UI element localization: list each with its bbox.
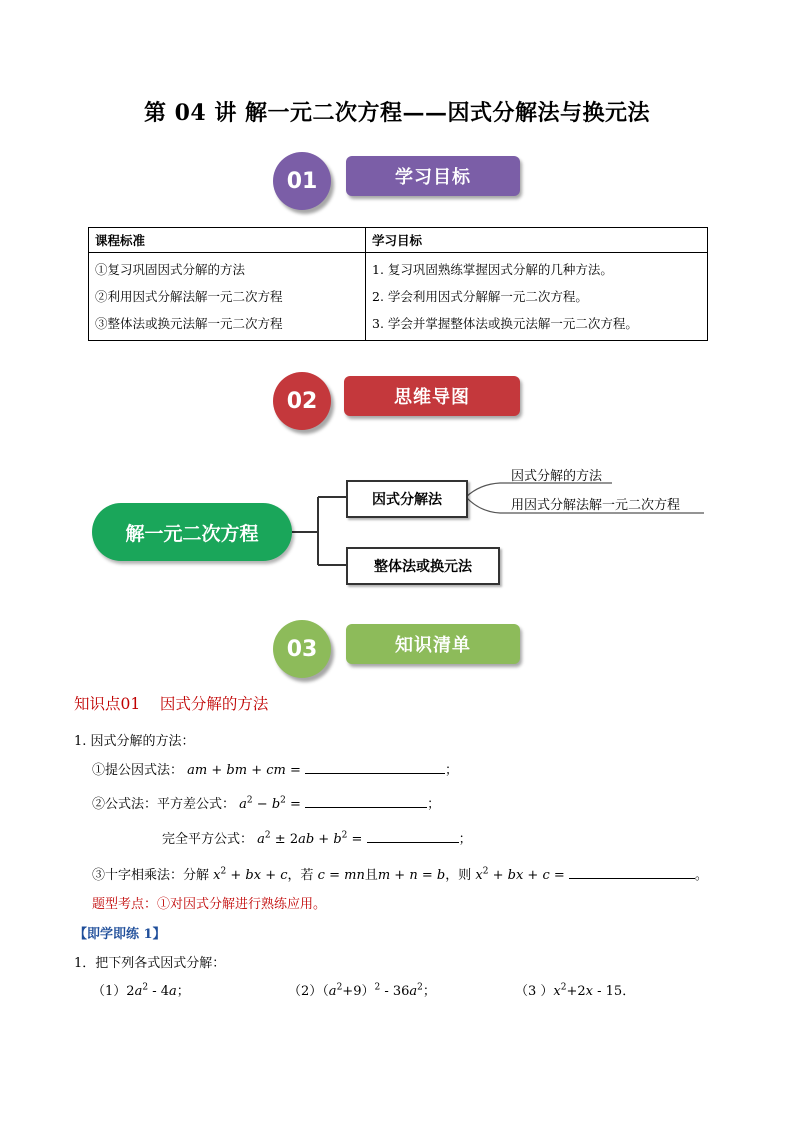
method-cross: ③十字相乘法：分解 $x^2$ + bx + c，若 c = mn且m + n = b，则 $x^2$ + bx + c = 。 — [92, 864, 708, 883]
knowledge-item-title: 1. 因式分解的方法： — [74, 734, 195, 749]
goals-header-right: 学习目标 — [366, 228, 708, 253]
goal-target-2: 2. 学会利用因式分解解一元二次方程。 — [372, 289, 588, 304]
section-03-number: 03 — [286, 636, 318, 662]
page-title: 第 04 讲 解一元二次方程——因式分解法与换元法 — [143, 100, 651, 126]
section-01-number: 01 — [286, 168, 318, 194]
practice-heading: 【即学即练 1】 — [74, 927, 166, 942]
section-03-badge — [273, 620, 331, 678]
section-02-number: 02 — [286, 388, 318, 414]
mindmap-branch-substitution — [346, 547, 500, 585]
goal-standard-1: ①复习巩固因式分解的方法 — [95, 262, 246, 277]
knowledge-tip: 题型考点：①对因式分解进行熟练应用。 — [92, 897, 327, 912]
method-common-factor-label: ①提公因式法： — [92, 763, 184, 778]
mindmap-branch-factoring — [346, 480, 468, 518]
practice-question-1: 1．把下列各式因式分解： — [74, 956, 226, 971]
method-perfect-square: 完全平方公式： $a^2 \pm 2ab + b^2$ = ； — [162, 828, 472, 847]
goal-target-3: 3. 学会并掌握整体法或换元法解一元二次方程。 — [372, 316, 638, 331]
goal-target-1: 1. 复习巩固熟练掌握因式分解的几种方法。 — [372, 262, 613, 277]
mindmap-root — [92, 503, 292, 561]
knowledge-heading: 知识点01 因式分解的方法 — [74, 695, 269, 713]
method-common-factor: ①提公因式法： am + bm + cm = ； — [92, 759, 458, 778]
section-03-label: 知识清单 — [395, 635, 471, 656]
goal-standard-3: ③整体法或换元法解一元二次方程 — [95, 316, 283, 331]
section-01-label: 学习目标 — [395, 167, 471, 188]
method-formula: ②公式法：平方差公式： $a^2 - b^2$ = ； — [92, 793, 440, 812]
answer-blank-4[interactable] — [569, 864, 695, 879]
practice-part-1: $(1)2a^2 - 4a$； — [92, 982, 190, 999]
section-02-label: 思维导图 — [394, 387, 470, 408]
mindmap-branch-factoring-label: 因式分解法 — [372, 492, 442, 508]
method-formula-label: ②公式法：平方差公式： — [92, 797, 236, 812]
practice-part-2: $(2)(a^2+9)^2 - 36a^2$； — [288, 982, 436, 999]
mindmap-leaf-methods: 因式分解的方法 — [511, 469, 603, 484]
mindmap-leaf-solve: 用因式分解法解一元二次方程 — [511, 498, 681, 513]
mindmap-branch-substitution-label: 整体法或换元法 — [374, 559, 472, 575]
practice-part-3: （3 ）$x^2+2x - 15$． — [515, 982, 636, 999]
goal-standard-2: ②利用因式分解法解一元二次方程 — [95, 289, 283, 304]
section-03-banner — [346, 624, 520, 664]
method-cross-label: ③十字相乘法：分解 — [92, 868, 210, 883]
mindmap-root-label: 解一元二次方程 — [125, 522, 259, 545]
answer-blank-1[interactable] — [305, 759, 445, 774]
answer-blank-2[interactable] — [305, 793, 427, 808]
method-perfect-square-label: 完全平方公式： — [162, 832, 254, 847]
goals-header-left: 课程标准 — [89, 228, 366, 253]
answer-blank-3[interactable] — [367, 828, 459, 843]
